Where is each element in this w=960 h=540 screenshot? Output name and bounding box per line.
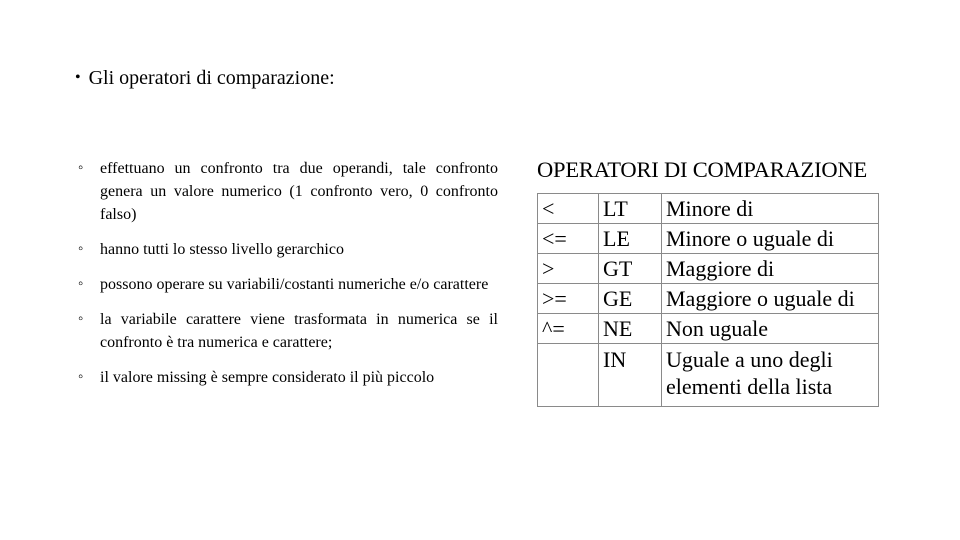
operator-code: LT <box>599 194 662 224</box>
operator-code: LE <box>599 224 662 254</box>
table-row <box>538 314 879 344</box>
operator-meaning: Maggiore o uguale di <box>662 284 879 314</box>
table-title: OPERATORI DI COMPARAZIONE <box>537 157 868 182</box>
operator-symbol: <= <box>538 224 599 254</box>
bullet-text: effettuano un confronto tra due operandi, tale confronto genera un valore numerico (1 confronto vero, 0 confronto falso) <box>100 160 498 223</box>
operators-panel <box>537 155 907 407</box>
bullet-list <box>78 157 498 401</box>
operator-code: NE <box>599 314 662 344</box>
table-row <box>538 344 879 407</box>
bullet-text: il valore missing è sempre considerato il più piccolo <box>100 369 435 386</box>
bullet-icon: ◦ <box>78 276 84 292</box>
bullet-item <box>78 366 498 389</box>
operator-symbol: ^= <box>538 314 599 344</box>
bullet-icon: ◦ <box>78 160 84 176</box>
bullet-icon: ◦ <box>78 369 84 385</box>
operator-symbol: < <box>538 194 599 224</box>
operator-meaning: Maggiore di <box>662 254 879 284</box>
bullet-item <box>78 238 498 261</box>
table-row <box>538 224 879 254</box>
bullet-item <box>78 273 498 296</box>
table-row <box>538 284 879 314</box>
slide-title <box>75 64 335 92</box>
bullet-item <box>78 308 498 354</box>
table-row <box>538 254 879 284</box>
table-row <box>538 194 879 224</box>
title-text: Gli operatori di comparazione: <box>88 67 335 89</box>
bullet-icon: ◦ <box>78 311 84 327</box>
operator-meaning: Uguale a uno degli elementi della lista <box>662 344 879 407</box>
operator-code: GE <box>599 284 662 314</box>
operator-meaning: Minore di <box>662 194 879 224</box>
operator-code: IN <box>599 344 662 407</box>
title-bullet: • <box>75 69 81 86</box>
operator-symbol: >= <box>538 284 599 314</box>
operator-code: GT <box>599 254 662 284</box>
operator-symbol: > <box>538 254 599 284</box>
operator-symbol <box>538 344 599 407</box>
bullet-text: possono operare su variabili/costanti numeriche e/o carattere <box>100 276 489 293</box>
bullet-text: hanno tutti lo stesso livello gerarchico <box>100 241 344 258</box>
operators-table <box>537 193 879 407</box>
bullet-icon: ◦ <box>78 241 84 257</box>
bullet-text: la variabile carattere viene trasformata in numerica se il confronto è tra numerica e carattere; <box>100 311 498 351</box>
operator-meaning: Minore o uguale di <box>662 224 879 254</box>
operator-meaning: Non uguale <box>662 314 879 344</box>
bullet-item <box>78 157 498 226</box>
